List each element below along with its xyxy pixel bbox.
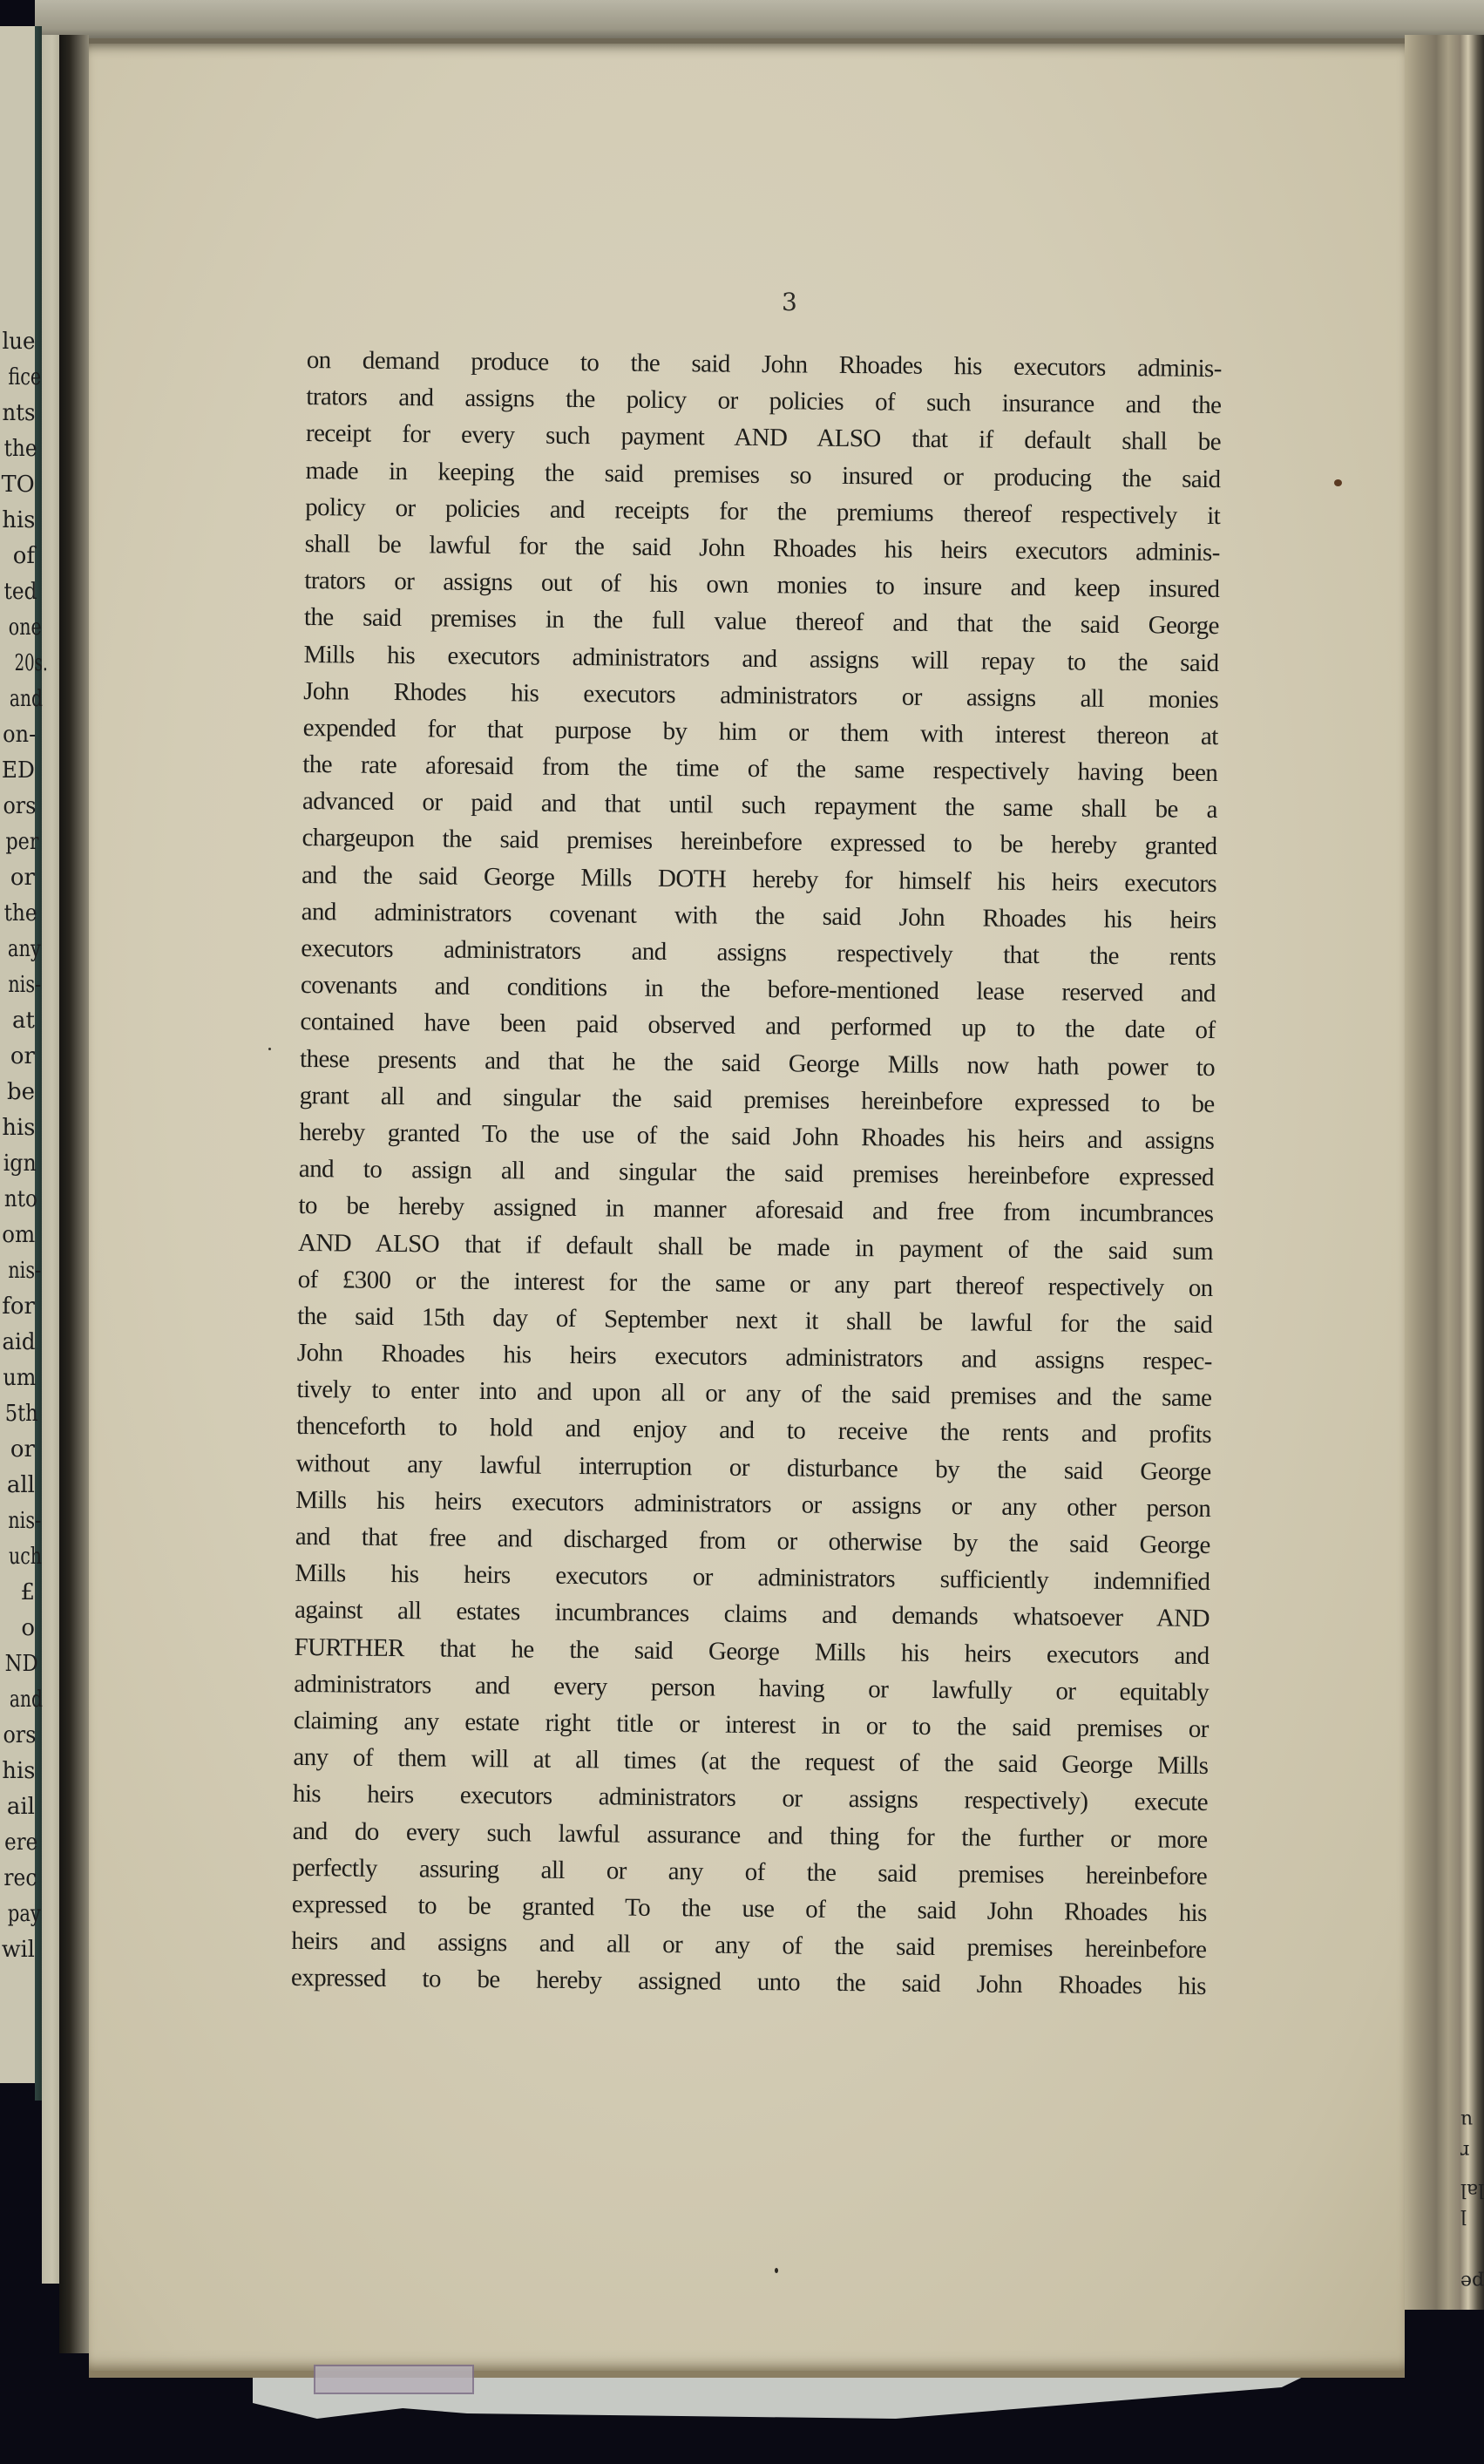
left-page-fragment: lue	[2, 329, 36, 355]
text-line: and do every such lawful assurance and thing for the further or more	[292, 1816, 1208, 1854]
page-stack-edge-right	[1405, 35, 1484, 2310]
text-line: his heirs executors administrators or assigns respectively) execute	[292, 1780, 1209, 1817]
text-line: John Rhodes his executors administrators or assigns all monies	[303, 676, 1219, 714]
left-page-fragment-row	[0, 1182, 35, 1218]
text-line: hereby granted To the use of the said John Rhoades his heirs and assigns	[299, 1117, 1215, 1155]
left-page-fragment-row	[0, 1754, 35, 1789]
left-page-fragment: ors	[3, 793, 37, 819]
left-page-fragment-row	[0, 610, 42, 646]
left-page-fragment: at	[12, 1008, 35, 1034]
left-page-fragment-row	[0, 431, 35, 467]
text-line: FURTHER that he the said George Mills his heirs executors and	[294, 1632, 1210, 1670]
left-page-fragment: the	[3, 436, 37, 462]
left-page-fragment: for	[2, 1293, 35, 1320]
ink-spot	[1334, 479, 1342, 486]
text-line: without any lawful interruption or disturbance by the said George	[295, 1449, 1211, 1486]
left-page-fragment-row	[0, 1539, 43, 1575]
left-page-fragment: any	[7, 936, 41, 962]
text-line: tively to enter into and upon all or any of the said premises and the same	[296, 1375, 1212, 1413]
page-number: 3	[782, 288, 797, 316]
left-page-fragment: ND	[4, 1651, 38, 1677]
left-page-fragment: fice	[8, 364, 42, 390]
right-page-fragment: pe	[1460, 2271, 1484, 2292]
left-page-fragment: the	[3, 900, 37, 927]
left-page-fragment-row	[0, 1361, 35, 1396]
left-page-fragment-row	[0, 932, 41, 967]
text-line: claiming any estate right title or interest in or to the said premises or	[293, 1706, 1209, 1743]
left-page-fragment: one	[8, 614, 42, 641]
left-page-fragment-row	[0, 682, 43, 717]
left-page-fragment-row	[0, 1075, 35, 1110]
left-page-fragment-row	[0, 1646, 38, 1682]
left-page-fragment-row	[0, 1718, 35, 1754]
left-page-fragment-row	[0, 967, 42, 1003]
left-page-fragment: 5th	[4, 1401, 38, 1427]
left-page-fragment-row	[0, 1932, 35, 1968]
left-page-fragment: o	[21, 1615, 35, 1641]
left-page-fragment-row	[0, 1218, 35, 1253]
left-page-fragment-row	[0, 503, 35, 539]
left-page-fragment-row	[0, 896, 35, 932]
text-line: executors administrators and assigns respectively that the rents	[301, 933, 1216, 972]
text-line: Mills his heirs executors or administrators sufficiently indemnified	[295, 1559, 1210, 1597]
left-page-fragment-row	[0, 1789, 35, 1825]
text-line: Mills his heirs executors administrators or assigns or any other person	[295, 1485, 1211, 1523]
text-line: expressed to be hereby assigned unto the said John Rhoades his	[290, 1964, 1207, 2001]
left-page-fragment: wil	[2, 1937, 35, 1963]
text-line: and the said George Mills DOTH hereby for himself his heirs executors	[301, 860, 1217, 898]
left-page-fragment: nis-	[8, 1508, 42, 1534]
adjacent-left-page-text	[0, 324, 48, 1968]
left-page-fragment: ted	[3, 579, 37, 605]
text-line: perfectly assuring all or any of the said premises hereinbefore	[292, 1853, 1208, 1890]
left-page-fragment: nis-	[8, 1258, 42, 1284]
left-page-fragment: ail	[6, 1794, 35, 1820]
left-page-fragment-row	[0, 1575, 35, 1611]
left-page-fragment: all	[6, 1472, 35, 1498]
left-page-fragment-row	[0, 574, 35, 610]
text-line: heirs and assigns and all or any of the said premises hereinbefore	[291, 1926, 1207, 1965]
left-page-shadow	[35, 26, 42, 2101]
left-page-fragment: ere	[4, 1829, 38, 1856]
left-page-fragment-row	[0, 860, 35, 896]
left-page-fragment: his	[2, 1115, 35, 1141]
left-page-fragment-row	[0, 467, 35, 503]
text-line: covenants and conditions in the before-mentioned lease reserved and	[300, 971, 1216, 1008]
text-line: to be hereby assigned in manner aforesaid and free from incumbrances	[298, 1191, 1214, 1229]
left-page-fragment: or	[10, 1436, 35, 1463]
text-line: against all estates incumbrances claims and demands whatsoever AND	[294, 1596, 1210, 1633]
deed-body-text	[291, 342, 1230, 2006]
ink-spot	[268, 1048, 271, 1050]
text-line: advanced or paid and that until such repayment the same shall be a	[302, 787, 1218, 825]
left-page-fragment-row	[0, 1682, 43, 1718]
left-page-fragment: aid	[2, 1329, 36, 1355]
left-page-fragment-row	[0, 717, 35, 753]
text-line: and that free and discharged from or otherwise by the said George	[295, 1522, 1210, 1560]
left-page-fragment: um	[3, 1365, 37, 1391]
left-page-fragment: ors	[3, 1722, 37, 1748]
left-page-fragment: TO	[1, 472, 35, 498]
text-line: the said 15th day of September next it shall be lawful for the said	[297, 1301, 1213, 1339]
left-page-fragment: nts	[2, 400, 36, 426]
left-page-fragment-row	[0, 1039, 35, 1075]
left-page-fragment-row	[0, 1504, 42, 1539]
text-line: receipt for every such payment AND ALSO that if default shall be	[305, 419, 1222, 457]
text-line: these presents and that he the said George Mills now hath power to	[299, 1044, 1216, 1082]
left-page-fragment: on-	[3, 722, 37, 748]
left-page-fragment: £	[20, 1579, 35, 1605]
left-page-fragment: ign	[3, 1151, 37, 1177]
text-line: administrators and every person having or lawfully or equitably	[294, 1669, 1210, 1707]
left-page-fragment: his	[2, 1758, 35, 1784]
right-page-fragment: lal	[1460, 2179, 1484, 2201]
left-page-fragment-row	[0, 324, 35, 360]
text-line: AND ALSO that if default shall be made in payment of the said sum	[297, 1228, 1214, 1266]
left-page-fragment-row	[0, 1432, 35, 1468]
right-page-fragment: r	[1460, 2140, 1470, 2162]
right-page-fragment: l	[1460, 2205, 1467, 2227]
left-page-fragment: and	[9, 1687, 43, 1713]
text-line: expressed to be granted To the use of the said John Rhoades his	[291, 1890, 1207, 1927]
text-line: thenceforth to hold and enjoy and to receive the rents and profits	[295, 1412, 1212, 1449]
left-page-fragment-row	[0, 1003, 35, 1039]
text-line: and to assign all and singular the said premises hereinbefore expressed	[298, 1155, 1214, 1192]
left-page-fragment-row	[0, 360, 42, 396]
left-page-fragment: uch	[9, 1544, 43, 1570]
left-page-fragment: his	[2, 507, 35, 533]
left-page-fragment: 20s.	[14, 650, 48, 676]
left-page-fragment-row	[0, 396, 35, 431]
left-page-fragment-row	[0, 1146, 35, 1182]
text-line: the said premises in the full value thereof and that the said George	[303, 603, 1220, 641]
text-line: Mills his executors administrators and assigns will repay to the said	[303, 640, 1219, 677]
left-page-fragment-row	[0, 1110, 35, 1146]
text-line: John Rhoades his heirs executors administrators and assigns respec-	[296, 1339, 1212, 1376]
left-page-fragment-row	[0, 753, 35, 789]
left-page-fragment-row	[0, 646, 48, 682]
left-page-fragment: and	[9, 686, 43, 712]
left-page-fragment-row	[0, 1611, 35, 1646]
text-line: contained have been paid observed and performed up to the date of	[300, 1008, 1216, 1045]
text-line: the rate aforesaid from the time of the same respectively having been	[302, 750, 1218, 788]
text-line: trators and assigns the policy or policies of such insurance and the	[306, 383, 1222, 420]
left-page-fragment-row	[0, 1289, 35, 1325]
left-page-fragment: or	[10, 1043, 35, 1069]
text-line: chargeupon the said premises hereinbefore expressed to be hereby granted	[302, 824, 1217, 861]
right-page-fragment: u	[1460, 2109, 1474, 2131]
revenue-stamp	[314, 2365, 474, 2394]
text-line: of £300 or the interest for the same or any part thereof respectively on	[297, 1265, 1213, 1302]
left-page-fragment: nto	[3, 1186, 37, 1212]
left-page-fragment: nis-	[8, 972, 42, 998]
left-page-fragment-row	[0, 1861, 35, 1897]
left-page-fragment-row	[0, 1468, 35, 1504]
left-page-edge	[42, 35, 59, 2284]
text-line: made in keeping the said premises so insured or producing the said	[305, 456, 1221, 493]
left-page-fragment: om	[2, 1222, 36, 1248]
text-line: any of them will at all times (at the request of the said George Mills	[293, 1743, 1209, 1781]
text-line: expended for that purpose by him or them with interest thereon at	[302, 713, 1218, 750]
text-line: trators or assigns out of his own monies to insure and keep insured	[304, 567, 1220, 604]
left-page-fragment: be	[6, 1079, 35, 1105]
ink-spot	[775, 2268, 778, 2273]
left-page-fragment: or	[10, 865, 35, 891]
left-page-fragment-row	[0, 825, 39, 860]
left-page-fragment-row	[0, 1825, 38, 1861]
text-line: and administrators covenant with the said John Rhoades his heirs	[301, 897, 1216, 934]
left-page-fragment: ED	[2, 757, 35, 784]
left-page-fragment: of	[12, 543, 35, 569]
text-line: shall be lawful for the said John Rhoades his heirs executors adminis-	[304, 529, 1220, 567]
text-line: policy or policies and receipts for the premiums thereof respectively it	[305, 492, 1221, 530]
left-page-fragment: pay	[7, 1901, 41, 1927]
left-page-fragment-row	[0, 539, 35, 574]
left-page-fragment-row	[0, 1396, 38, 1432]
left-page-fragment-row	[0, 789, 35, 825]
text-line: on demand produce to the said John Rhoades his executors adminis-	[306, 345, 1222, 384]
left-page-fragment-row	[0, 1325, 35, 1361]
left-page-fragment-row	[0, 1253, 42, 1289]
book-binding-gutter	[59, 35, 89, 2353]
text-line: grant all and singular the said premises hereinbefore expressed to be	[299, 1081, 1215, 1118]
left-page-fragment: per	[5, 829, 39, 855]
left-page-fragment: rec	[3, 1865, 37, 1891]
left-page-fragment-row	[0, 1897, 41, 1932]
